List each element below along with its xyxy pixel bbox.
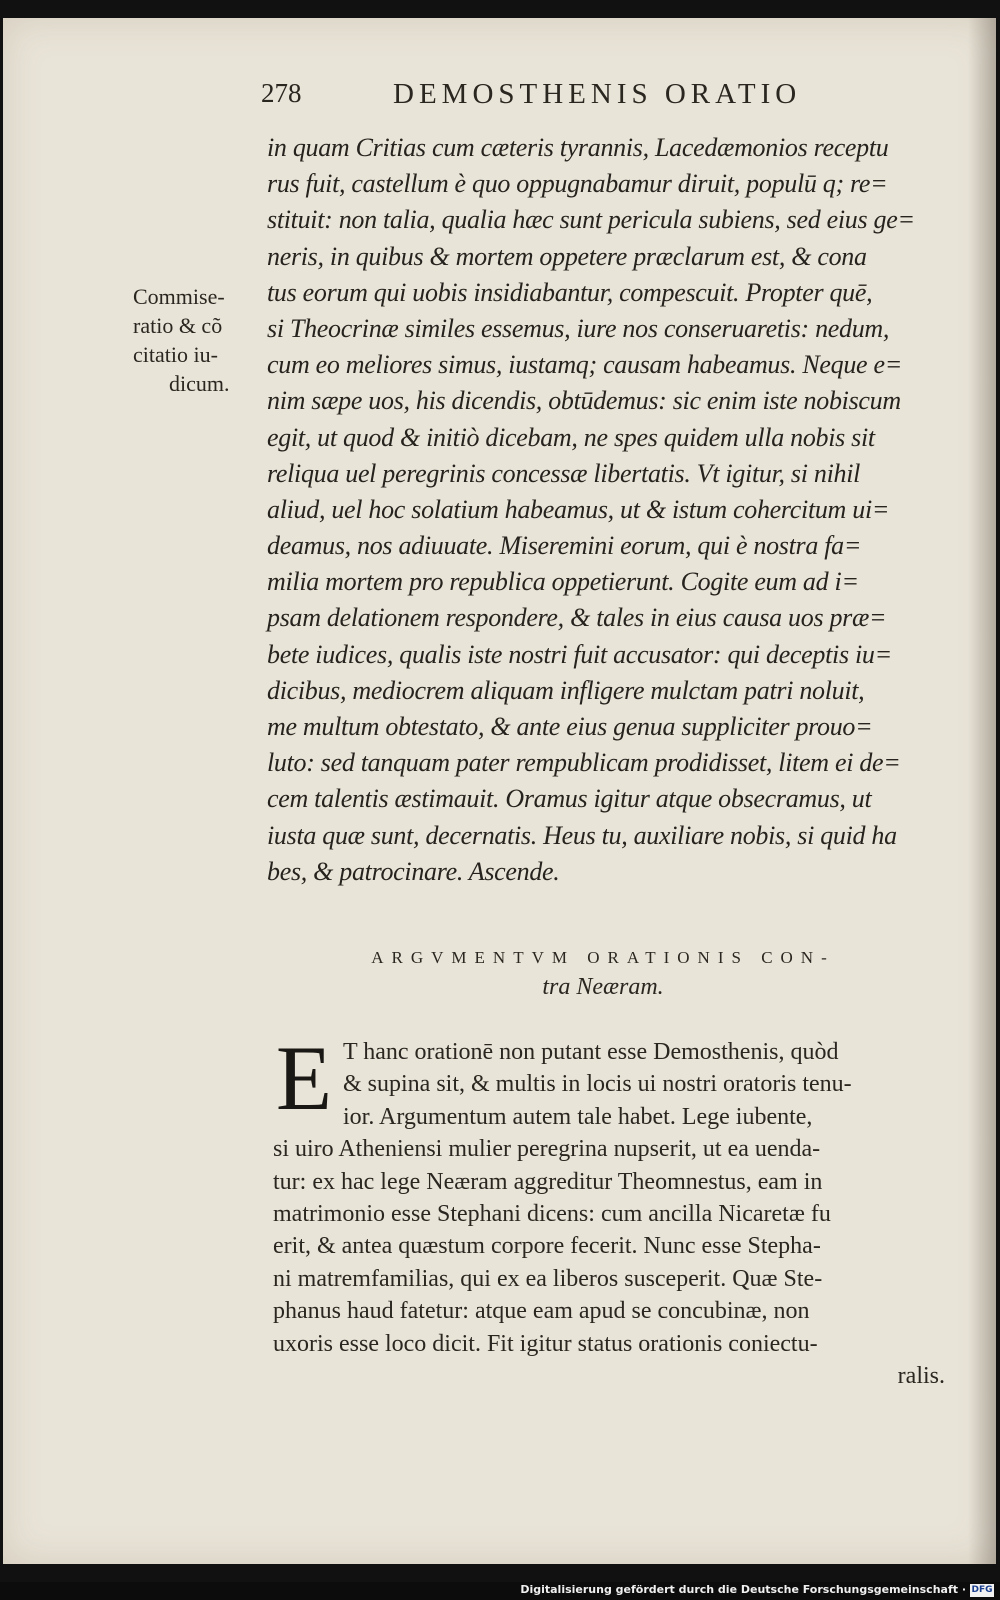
funding-credit: Digitalisierung gefördert durch die Deutsche Forschungsgemeinschaft · (520, 1583, 966, 1596)
book-page (3, 18, 996, 1564)
text-line: ralis. (897, 1362, 945, 1389)
text-line: tur: ex hac lege Neæram aggreditur Theomnestus, eam in (273, 1168, 823, 1195)
text-line: phanus haud fatetur: atque eam apud se concubinæ, non (273, 1298, 810, 1325)
argument-text (273, 1027, 945, 1392)
text-line: egit, ut quod & initiò dicebam, ne spes quidem ulla nobis sit (267, 422, 875, 452)
marginal-note-line: ratio & cõ (133, 313, 223, 338)
marginal-note (133, 282, 263, 398)
text-line: cum eo meliores simus, iustamq; causam habeamus. Neque e= (267, 350, 902, 380)
text-line: rus fuit, castellum è quo oppugnabamur diruit, populū q; re= (267, 169, 888, 199)
running-title: DEMOSTHENIS ORATIO (393, 78, 802, 110)
text-line: matrimonio esse Stephani dicens: cum ancilla Nicaretæ fu (273, 1200, 831, 1227)
text-line: psam delationem respondere, & tales in eius causa uos præ= (267, 603, 887, 633)
text-line: si uiro Atheniensi mulier peregrina nupserit, ut ea uenda- (273, 1136, 821, 1163)
text-line: in quam Critias cum cæteris tyrannis, Lacedæmonios receptu (267, 133, 889, 162)
text-line: tus eorum qui uobis insidiabantur, compescuit. Propter quē, (267, 277, 873, 307)
argument-heading-line: ARGVMENTVM ORATIONIS CON- (371, 948, 835, 967)
text-line: reliqua uel peregrinis concessæ libertatis. Vt igitur, si nihil (267, 458, 861, 488)
text-line: dicibus, mediocrem aliquam infligere mulctam patri noluit, (267, 675, 865, 705)
digitization-footer (0, 1582, 1000, 1600)
text-line: stituit: non talia, qualia hæc sunt pericula subiens, sed eius ge= (267, 205, 915, 235)
text-line: nim sæpe uos, his dicendis, obtūdemus: sic enim iste nobiscum (267, 386, 901, 416)
text-line: aliud, uel hoc solatium habeamus, ut & istum cohercitum ui= (267, 494, 890, 524)
text-line: si Theocrinæ similes essemus, iure nos conseruaretis: nedum, (267, 313, 890, 343)
text-line: cem talentis æstimauit. Oramus igitur atque obsecramus, ut (267, 784, 872, 814)
marginal-note-line: citatio iu- (133, 342, 218, 367)
marginal-note-line: dicum. (169, 371, 230, 396)
page-number: 278 (261, 78, 302, 108)
text-line: & supina sit, & multis in locis ui nostri oratoris tenu- (343, 1071, 852, 1098)
text-line: bete iudices, qualis iste nostri fuit accusator: qui deceptis iu= (267, 639, 892, 669)
text-line: erit, & antea quæstum corpore fecerit. Nunc esse Stepha- (273, 1233, 821, 1260)
text-line: uxoris esse loco dicit. Fit igitur status orationis coniectu- (273, 1330, 818, 1357)
text-line: me multum obtestato, & ante eius genua suppliciter prouo= (267, 712, 873, 741)
text-line: ior. Argumentum autem tale habet. Lege iubente, (343, 1103, 813, 1130)
text-line: neris, in quibus & mortem oppetere præclarum est, & cona (267, 241, 867, 271)
page-header (261, 78, 861, 114)
dfg-logo-icon: DFG (971, 1585, 993, 1595)
oration-body-text (267, 130, 945, 890)
text-line: milia mortem pro republica oppetierunt. Cogite eum ad i= (267, 567, 859, 597)
text-line: bes, & patrocinare. Ascende. (267, 856, 560, 886)
argument-heading (263, 948, 943, 1001)
text-line: T hanc orationē non putant esse Demosthenis, quòd (343, 1039, 839, 1065)
marginal-note-line: Commise- (133, 284, 225, 309)
text-line: luto: sed tanquam pater rempublicam prodidisset, litem ei de= (267, 748, 901, 778)
drop-cap-initial: E (275, 1027, 333, 1129)
text-line: ni matremfamilias, qui ex ea liberos susceperit. Quæ Ste- (273, 1265, 823, 1292)
text-line: deamus, nos adiuuate. Miseremini eorum, qui è nostra fa= (267, 531, 862, 561)
text-line: iusta quæ sunt, decernatis. Heus tu, auxiliare nobis, si quid ha (267, 820, 897, 850)
argument-heading-subline: tra Neæram. (542, 974, 664, 1000)
